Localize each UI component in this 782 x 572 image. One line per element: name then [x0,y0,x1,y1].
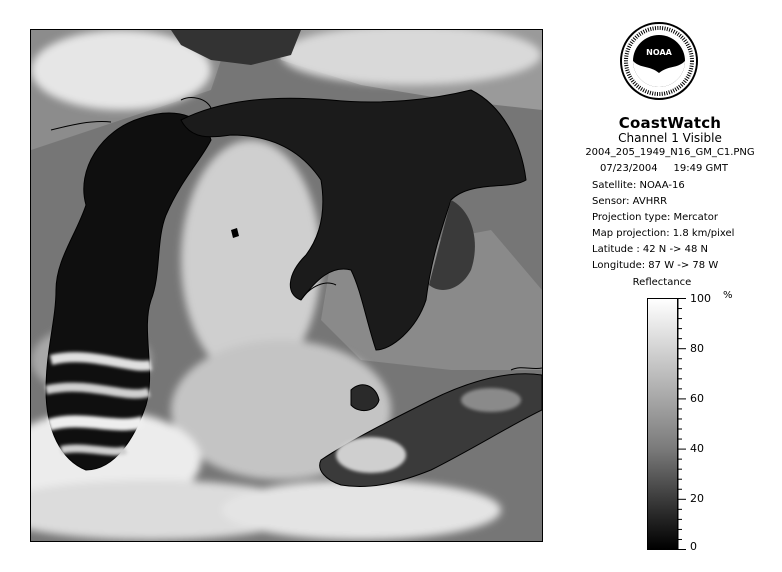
tick-label-20: 20 [690,492,704,505]
panel-title: CoastWatch [618,114,722,132]
tick-label-40: 40 [690,442,704,455]
map-svg [31,30,542,541]
projection-type-label: Projection type: Mercator [592,212,718,223]
sensor-label: Sensor: AVHRR [592,196,668,207]
tick-label-60: 60 [690,392,704,405]
satellite-map [30,29,543,542]
satellite-label: Satellite: NOAA-16 [592,180,685,191]
noaa-logo [619,21,699,101]
longitude-label: Longitude: 87 W -> 78 W [592,260,719,271]
map-projection-label: Map projection: 1.8 km/pixel [592,228,735,239]
tick-label-100: 100 [690,292,711,305]
colorbar-axis [678,298,738,550]
filename-label: 2004_205_1949_N16_GM_C1.PNG [585,147,755,158]
colorbar-label: Reflectance [632,277,692,288]
tick-label-80: 80 [690,342,704,355]
latitude-label: Latitude : 42 N -> 48 N [592,244,708,255]
logo-text: NOAA [646,48,672,57]
date-time: 07/23/2004 19:49 GMT [600,163,729,174]
colorbar-unit: % [723,290,733,301]
channel-label: Channel 1 Visible [618,131,722,145]
tick-label-0: 0 [690,540,697,553]
reflectance-colorbar [647,298,678,550]
